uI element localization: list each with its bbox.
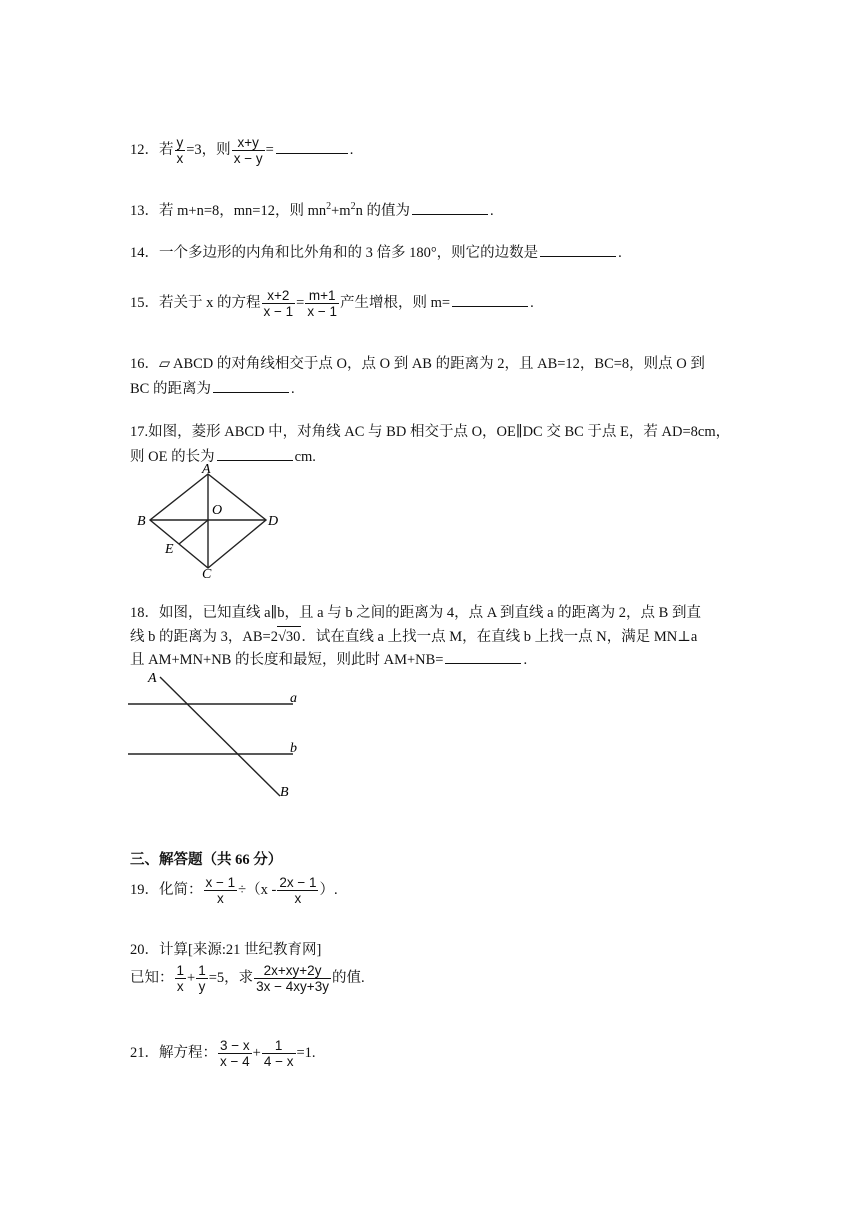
question-16-line1: 16．▱ ABCD 的对角线相交于点 O，点 O 到 AB 的距离为 2，且 AB=12，BC=8，则点 O 到 (130, 356, 705, 372)
rhombus-figure (130, 462, 290, 582)
label-a: A (148, 671, 157, 686)
question-16-line2: BC 的距离为 . (130, 378, 295, 399)
question-18-line2: 线 b 的距离为 3，AB=2√30．试在直线 a 上找一点 M，在直线 b 上找一点 N，满足 MN⊥a (130, 626, 697, 647)
sqrt-30: √30 (277, 626, 301, 647)
fraction-1-over-y: $\frac{1}{y}$ (198, 963, 206, 994)
fraction-sum-over-diff: $\frac{x+y}{x - y}$ (233, 135, 263, 166)
answer-blank[interactable] (276, 139, 348, 154)
parallel-lines-figure (128, 666, 308, 806)
question-20-line1: 20．计算[来源:21 世纪教育网] (130, 942, 322, 958)
q12-prefix: 12．若 (130, 141, 174, 158)
question-18-line1: 18．如图，已知直线 a∥b，且 a 与 b 之间的距离为 4，点 A 到直线 a 的距离为 2，点 B 到直 (130, 605, 701, 621)
q12-mid: =3，则 (186, 141, 231, 158)
fraction-1-over-4-minus-x: $\frac{1}{4 - x}$ (263, 1038, 294, 1069)
question-14: 14．一个多边形的内角和比外角和的 3 倍多 180°，则它的边数是 . (130, 242, 622, 263)
question-18-line3: 且 AM+MN+NB 的长度和最短，则此时 AM+NB= . (130, 649, 527, 670)
label-b: B (137, 514, 146, 529)
label-line-b: b (290, 741, 297, 756)
label-a: A (202, 462, 211, 477)
label-line-a: a (290, 691, 297, 706)
fraction-3-minus-x: $\frac{3 - x}{x - 4}$ (220, 1038, 250, 1069)
segment-ab (160, 677, 280, 796)
fraction-expression: $\frac{2x+xy+2y}{3x - 4xy+3y}$ (256, 963, 329, 994)
question-19: 19．化简： $\frac{x - 1}{x}$ ÷（x - $\frac{2x - 1}{x}$ ）. (130, 875, 338, 906)
label-b: B (280, 785, 289, 800)
question-12: 12．若 $\frac{y}{x}$ =3，则 $\frac{x+y}{x - y}$ = . (130, 135, 354, 166)
answer-blank[interactable] (412, 200, 488, 215)
question-13: 13．若 m+n=8，mn=12，则 $mn^2+m^2n$ 的值为 . (130, 201, 494, 219)
label-c: C (202, 567, 212, 582)
question-20-line2: 已知： $\frac{1}{x}$ + $\frac{1}{y}$ =5，求 $\frac{2x+xy+2y}{3x - 4xy+3y}$ 的值. (130, 963, 365, 994)
fraction-2x-minus-1-over-x: $\frac{2x - 1}{x}$ (279, 875, 317, 906)
answer-blank[interactable] (213, 378, 289, 393)
label-e: E (165, 542, 174, 557)
fraction-1-over-x: $\frac{1}{x}$ (176, 963, 185, 994)
fraction-y-over-x: $\frac{y}{x}$ (176, 135, 184, 166)
answer-blank[interactable] (217, 446, 293, 461)
segment-oe (179, 520, 208, 544)
answer-blank[interactable] (445, 649, 521, 664)
answer-blank[interactable] (540, 242, 616, 257)
section-title: 三、解答题（共 66 分） (130, 852, 283, 868)
answer-blank[interactable] (452, 292, 528, 307)
question-15: 15．若关于 x 的方程 $\frac{x+2}{x - 1}$ = $\frac{m+1}{x - 1}$ 产生增根，则 m= . (130, 288, 534, 319)
fraction-x-minus-1-over-x: $\frac{x - 1}{x}$ (205, 875, 236, 906)
fraction-x-plus-2: $\frac{x+2}{x - 1}$ (263, 288, 294, 319)
fraction-m-plus-1: $\frac{m+1}{x - 1}$ (307, 288, 337, 319)
question-21: 21．解方程： $\frac{3 - x}{x - 4}$ + $\frac{1}{4 - x}$ =1. (130, 1038, 316, 1069)
question-17-line1: 17.如图，菱形 ABCD 中，对角线 AC 与 BD 相交于点 O，OE∥DC 交 BC 于点 E，若 AD=8cm， (130, 424, 731, 440)
label-o: O (212, 503, 223, 518)
question-17-line2: 则 OE 的长为 cm. (130, 446, 316, 467)
label-d: D (268, 514, 279, 529)
